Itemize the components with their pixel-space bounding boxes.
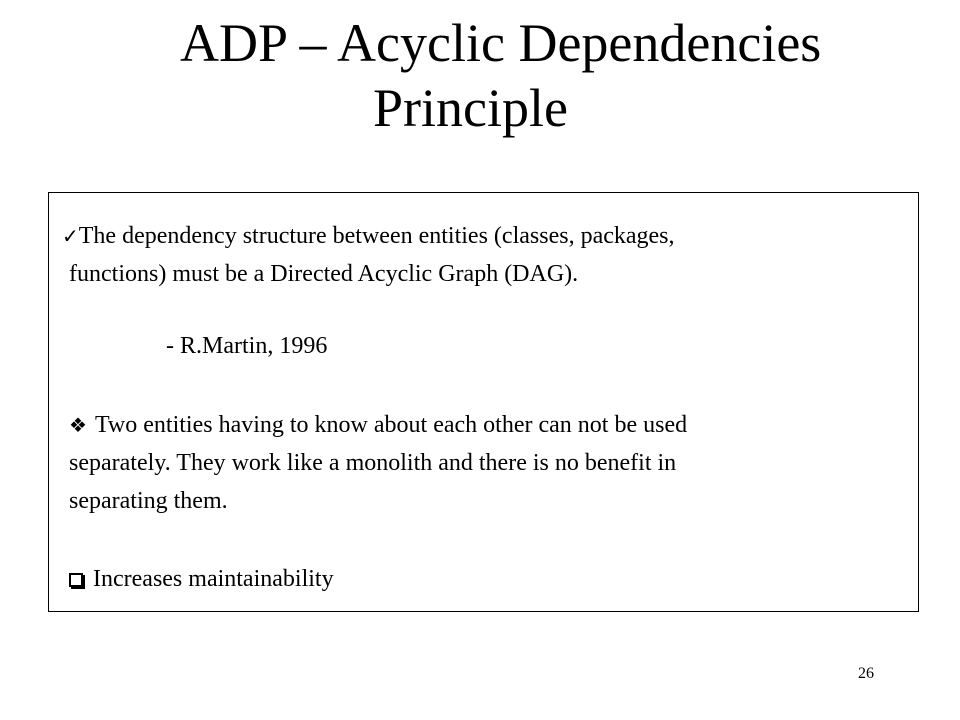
square-bullet-icon [69,573,83,587]
slide-title-line-1: ADP – Acyclic Dependencies [180,13,822,73]
diamond-bullet-icon: ❖ [69,413,87,437]
checkmark-icon: ✓ [62,224,79,248]
point-1-line-2: separately. They work like a monolith and there is no benefit in [69,450,677,476]
slide-title-line-2: Principle [373,78,568,138]
point-1-line-1: ❖ Two entities having to know about each other can not be used [69,412,688,438]
attribution: - R.Martin, 1996 [166,333,328,359]
quote-line-1: ✓The dependency structure between entities (classes, packages, [62,223,675,249]
quote-line-2: functions) must be a Directed Acyclic Graph (DAG). [69,261,579,287]
point-1-line-3: separating them. [69,488,228,514]
content-box [48,192,919,612]
point-2: Increases maintainability [69,565,334,593]
page-number: 26 [858,665,874,682]
